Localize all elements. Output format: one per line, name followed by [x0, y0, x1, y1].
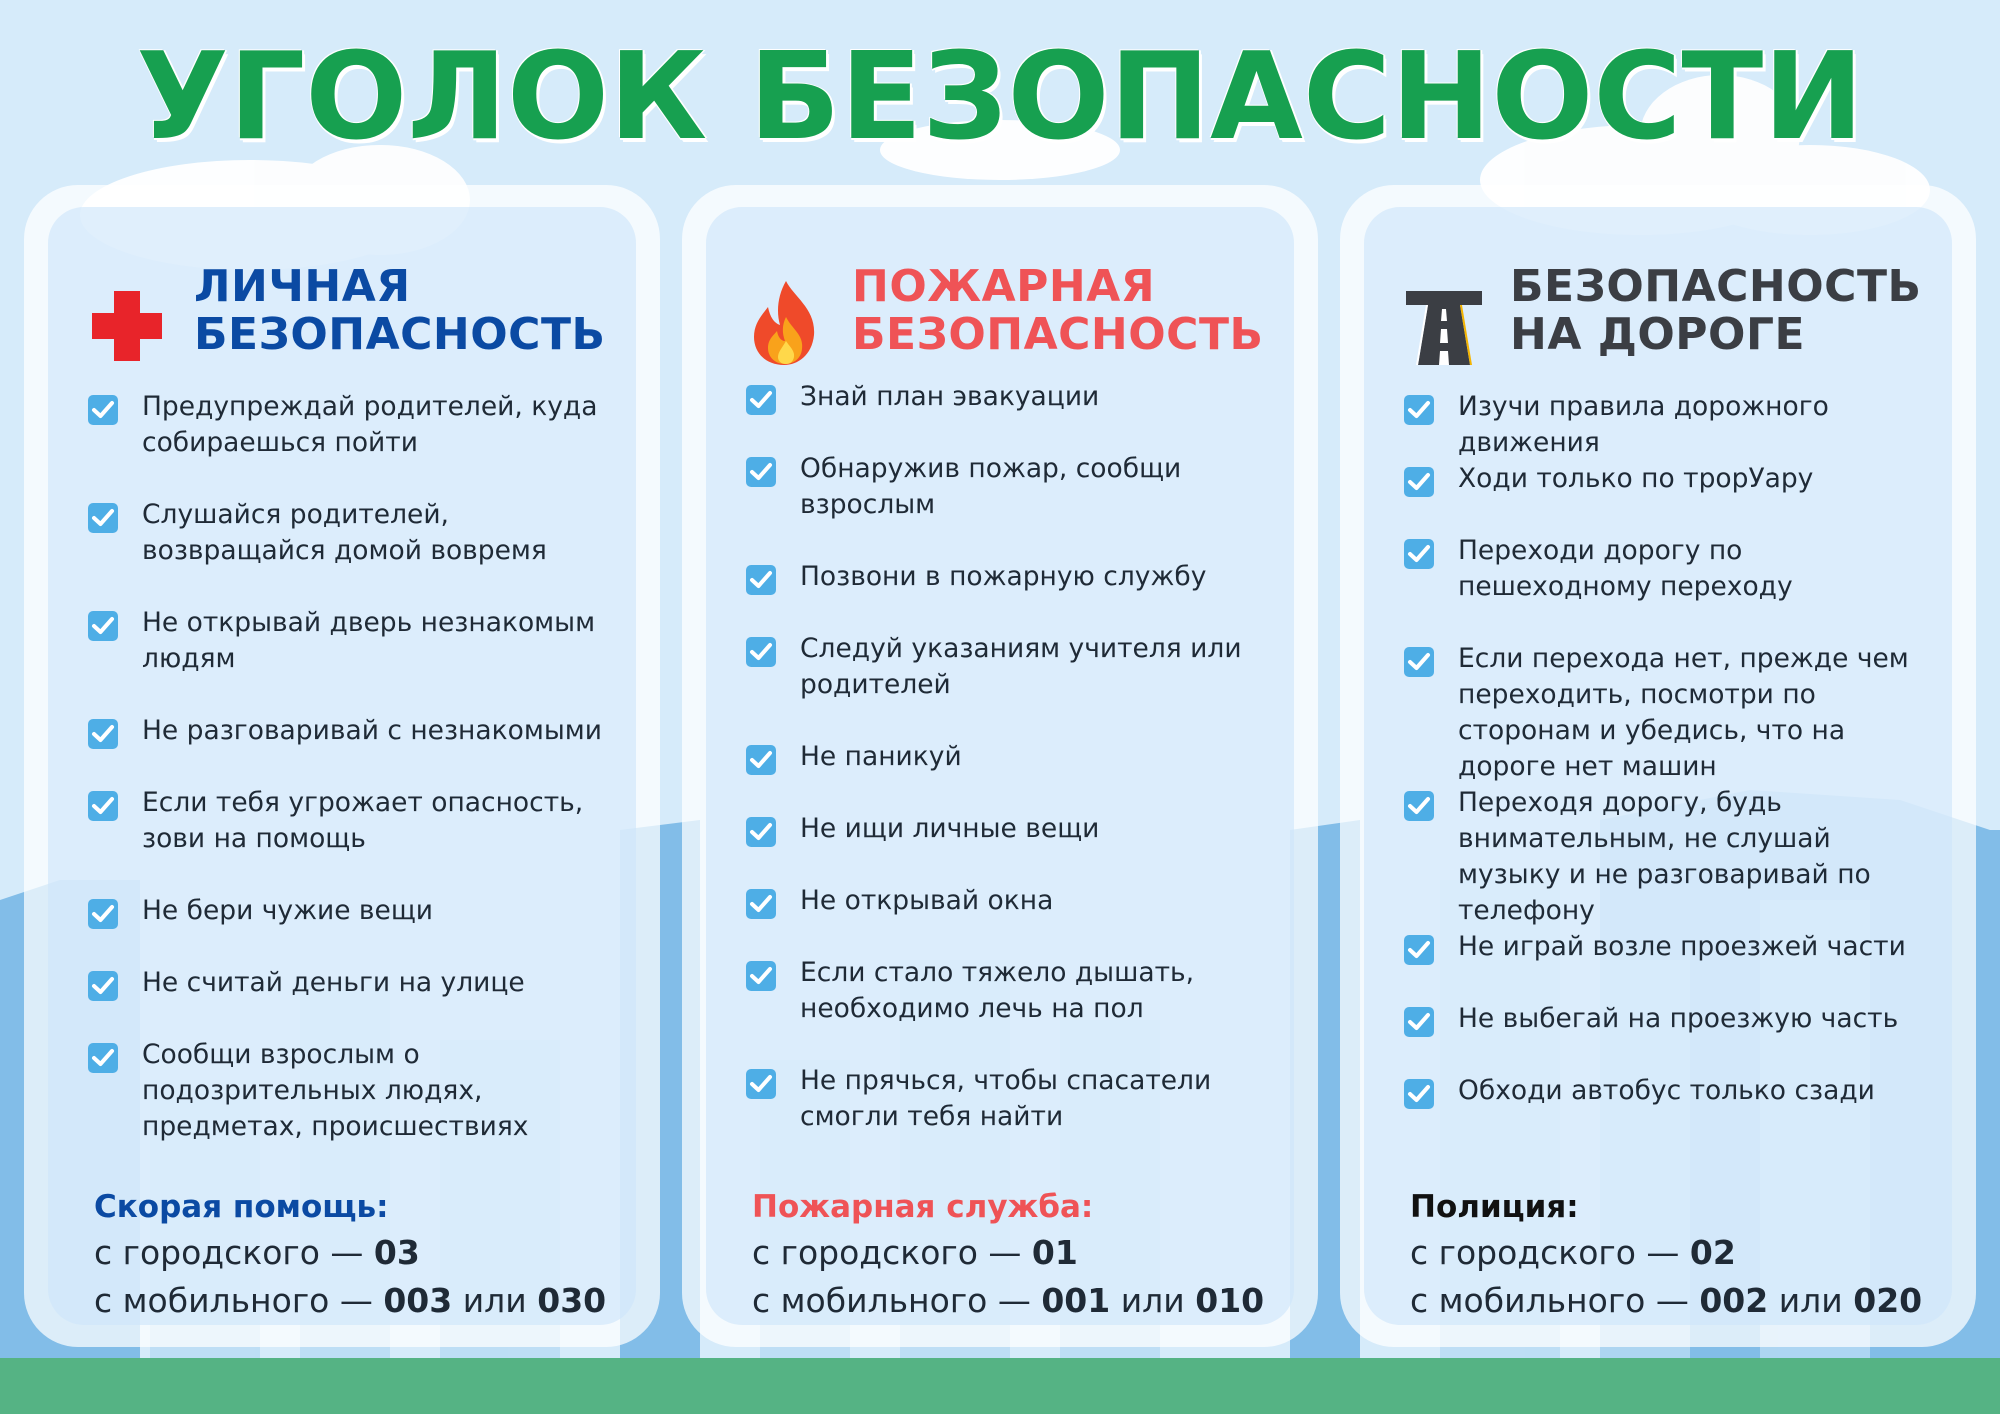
item-text: Не выбегай на проезжую часть	[1458, 1003, 1899, 1034]
item-text: Сообщи взрослым о подозрительных людях, предметах, происшествиях	[142, 1039, 529, 1142]
mobile-phone-line	[1410, 1277, 1942, 1325]
mobile-number-1: 002	[1699, 1281, 1769, 1320]
checkbox-checked-icon	[1404, 395, 1434, 425]
card-heading	[194, 263, 606, 359]
card-panel	[706, 207, 1294, 1325]
item-text: Если перехода нет, прежде чем переходить, посмотри по сторонам и убедись, что на дороге нет машин	[1458, 643, 1909, 782]
city-label: с городского —	[752, 1233, 1022, 1272]
or-word: или	[1120, 1281, 1185, 1320]
or-word: или	[1778, 1281, 1843, 1320]
card-header	[1404, 263, 1932, 373]
checkbox-checked-icon	[1404, 539, 1434, 569]
checkbox-checked-icon	[1404, 935, 1434, 965]
item-text: Не ищи личные вещи	[800, 813, 1100, 844]
item-text: Не паникуй	[800, 741, 962, 772]
item-text: Переходи дорогу по пешеходному переходу	[1458, 535, 1793, 602]
city-number: 02	[1689, 1233, 1736, 1272]
heading-line-1: БЕЗОПАСНОСТЬ	[1510, 261, 1922, 312]
item-text: Обнаружив пожар, сообщи взрослым	[800, 453, 1182, 520]
ground-strip	[0, 1358, 2000, 1414]
contact-title: Скорая помощь:	[94, 1189, 389, 1225]
or-word: или	[462, 1281, 527, 1320]
checkbox-checked-icon	[746, 637, 776, 667]
checkbox-checked-icon	[88, 395, 118, 425]
city-number: 03	[373, 1233, 420, 1272]
city-number: 01	[1031, 1233, 1078, 1272]
checkbox-checked-icon	[746, 565, 776, 595]
item-text: Обходи автобус только сзади	[1458, 1075, 1875, 1106]
mobile-number-2: 010	[1195, 1281, 1265, 1320]
flame-icon	[746, 277, 826, 367]
checkbox-checked-icon	[746, 1069, 776, 1099]
page-title: УГОЛОК БЕЗОПАСНОСТИ	[136, 28, 1864, 167]
checkbox-checked-icon	[88, 719, 118, 749]
checkbox-checked-icon	[746, 385, 776, 415]
checkbox-checked-icon	[746, 889, 776, 919]
heading-line-1: ЛИЧНАЯ	[194, 261, 411, 312]
checkbox-checked-icon	[1404, 467, 1434, 497]
card-panel	[48, 207, 636, 1325]
item-text: Ходи только по трорУару	[1458, 463, 1814, 494]
mobile-label: с мобильного —	[94, 1281, 373, 1320]
item-text: Слушайся родителей, возвращайся домой вовремя	[142, 499, 547, 566]
emergency-contacts	[94, 1185, 626, 1325]
contact-title: Полиция:	[1410, 1189, 1579, 1225]
checkbox-checked-icon	[88, 899, 118, 929]
mobile-number-2: 020	[1853, 1281, 1923, 1320]
checkbox-checked-icon	[746, 457, 776, 487]
card-personal-safety	[24, 185, 660, 1347]
checkbox-checked-icon	[88, 791, 118, 821]
card-heading	[852, 263, 1264, 359]
card-fire-safety	[682, 185, 1318, 1347]
item-text: Не открывай окна	[800, 885, 1054, 916]
city-label: с городского —	[1410, 1233, 1680, 1272]
checkbox-checked-icon	[1404, 791, 1434, 821]
emergency-contacts	[1410, 1185, 1942, 1325]
checkbox-checked-icon	[746, 817, 776, 847]
item-text: Если тебя угрожает опасность, зови на помощь	[142, 787, 584, 854]
mobile-label: с мобильного —	[1410, 1281, 1689, 1320]
item-text: Не открывай дверь незнакомым людям	[142, 607, 596, 674]
mobile-number-2: 030	[537, 1281, 607, 1320]
item-text: Переходя дорогу, будь внимательным, не слушай музыку и не разговаривай по телефону	[1458, 787, 1871, 926]
heading-line-2: БЕЗОПАСНОСТЬ	[194, 309, 606, 360]
card-header	[746, 263, 1274, 373]
checkbox-checked-icon	[1404, 1007, 1434, 1037]
mobile-number-1: 001	[1041, 1281, 1111, 1320]
checkbox-checked-icon	[88, 971, 118, 1001]
card-heading	[1510, 263, 1922, 359]
item-text: Не считай деньги на улице	[142, 967, 525, 998]
item-text: Следуй указаниям учителя или родителей	[800, 633, 1242, 700]
city-label: с городского —	[94, 1233, 364, 1272]
mobile-phone-line	[94, 1277, 626, 1325]
heading-line-2: НА ДОРОГЕ	[1510, 309, 1806, 360]
city-phone-line	[94, 1229, 626, 1277]
item-text: Позвони в пожарную службу	[800, 561, 1207, 592]
city-phone-line	[752, 1229, 1284, 1277]
item-text: Знай план эвакуации	[800, 381, 1100, 412]
item-text: Не бери чужие вещи	[142, 895, 434, 926]
red-cross-icon	[88, 277, 168, 367]
item-text: Не прячься, чтобы спасатели смогли тебя найти	[800, 1065, 1212, 1132]
heading-line-2: БЕЗОПАСНОСТЬ	[852, 309, 1264, 360]
checkbox-checked-icon	[88, 503, 118, 533]
checkbox-checked-icon	[746, 745, 776, 775]
card-header	[88, 263, 616, 373]
item-text: Не разговаривай с незнакомыми	[142, 715, 602, 746]
checkbox-checked-icon	[88, 1043, 118, 1073]
item-text: Изучи правила дорожного движения	[1458, 391, 1829, 458]
heading-line-1: ПОЖАРНАЯ	[852, 261, 1156, 312]
checkbox-checked-icon	[1404, 1079, 1434, 1109]
checkbox-checked-icon	[88, 611, 118, 641]
mobile-label: с мобильного —	[752, 1281, 1031, 1320]
road-icon	[1404, 277, 1484, 367]
item-text: Если стало тяжело дышать, необходимо лечь на пол	[800, 957, 1195, 1024]
item-text: Не играй возле проезжей части	[1458, 931, 1906, 962]
contact-title: Пожарная служба:	[752, 1189, 1094, 1225]
emergency-contacts	[752, 1185, 1284, 1325]
checkbox-checked-icon	[746, 961, 776, 991]
checkbox-checked-icon	[1404, 647, 1434, 677]
card-road-safety	[1340, 185, 1976, 1347]
mobile-number-1: 003	[383, 1281, 453, 1320]
item-text: Предупреждай родителей, куда собираешься пойти	[142, 391, 598, 458]
mobile-phone-line	[752, 1277, 1284, 1325]
city-phone-line	[1410, 1229, 1942, 1277]
card-panel	[1364, 207, 1952, 1325]
